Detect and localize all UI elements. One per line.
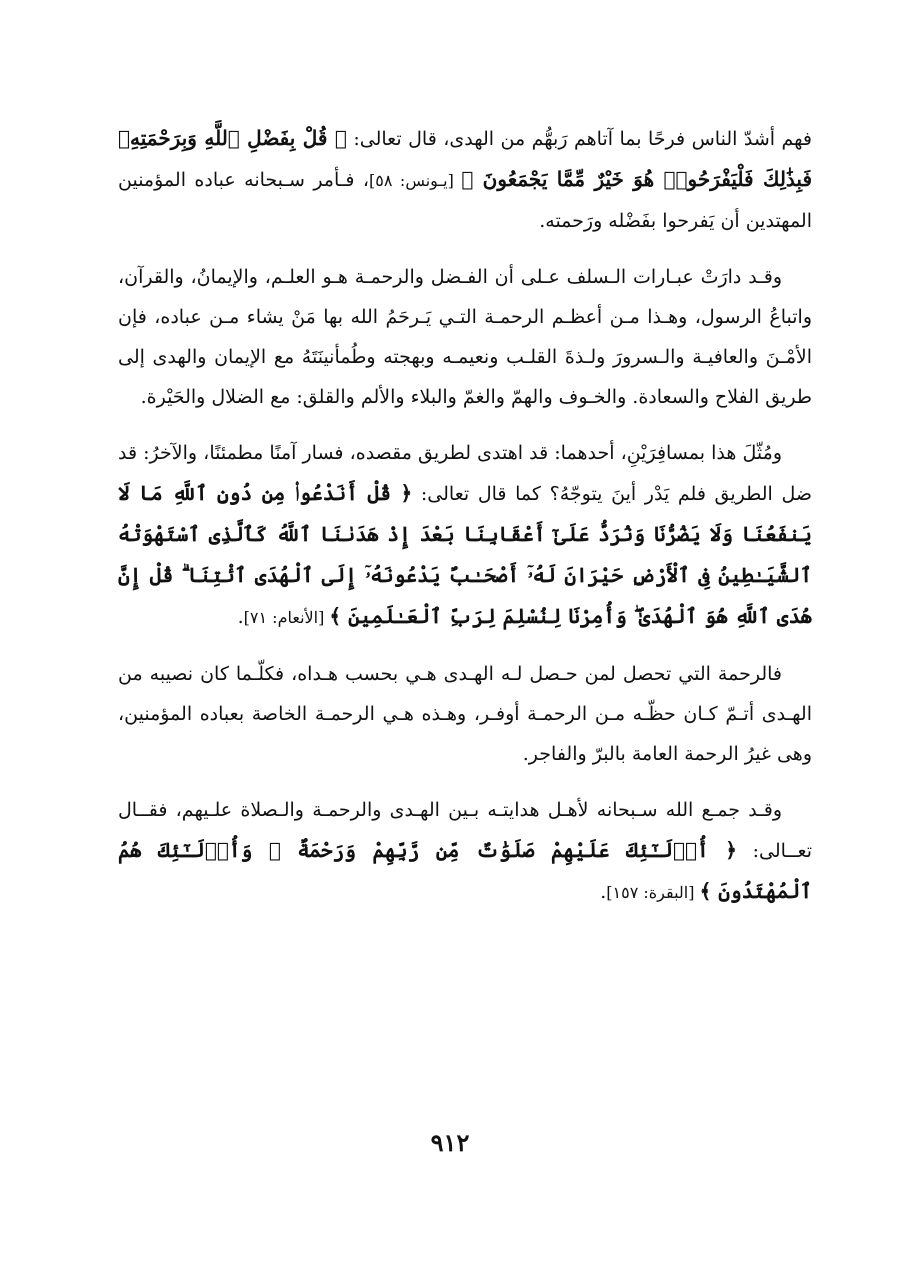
quran-verse-baqarah: ﴿ أُو۟لَـٰٓئِكَ عَلَيْهِمْ صَلَوَٰتٌ مِّن رَّبِّهِمْ وَرَحْمَةٌ ۖ وَأُو۟لَـٰٓئِكَ هُمُ ٱلْمُهْتَدُونَ ﴾ — [118, 838, 812, 903]
paragraph-5 — [118, 790, 812, 913]
paragraph-3 — [118, 433, 812, 638]
paragraph-1-text: فهم أشدّ الناس فرحًا بما آتاهم رَبهُّم من الهدى، قال تعالى: — [346, 128, 812, 150]
verse-reference: [الأنعام: ٧١] — [243, 608, 330, 627]
paragraph-5-text: وقـد جمـع الله سـبحانه لأهـل هدايتـه بـين الهـدى والرحمـة والـصلاة علـيهم، فقــال تعــالى: — [118, 799, 812, 862]
paragraph-5-continuation: . — [600, 881, 607, 903]
paragraph-3-text: ومُثّلَ هذا بمسافِرَيْنِ، أحدهما: قد اهتدى لطريق مقصده، فسار آمنًا مطمئنًا، والآخرُ: قد ضل الطريق فلم يَدْر أينَ يتوجّهُ؟ كما قال تعالى: — [118, 442, 812, 505]
paragraph-1-continuation: ، فـأمر سـبحانه عباده المؤمنين المهتدين أن يَفرحوا بفَضْله ورَحمته. — [118, 169, 812, 232]
page-body — [118, 118, 812, 929]
quran-verse-anam: ﴿ قُلْ أَنَدْعُوا۟ مِن دُونِ ٱللَّهِ مَا لَا يَنفَعُنَا وَلَا يَضُرُّنَا وَنُرَدُّ عَلَىٰٓ أَعْقَابِنَا بَعْدَ إِذْ هَدَىٰنَا ٱللَّهُ كَٱلَّذِى ٱسْتَهْوَتْهُ ٱلشَّيَـٰطِينُ فِى ٱلْأَرْضِ حَيْرَانَ لَهُۥٓ أَصْحَـٰبٌ يَدْعُونَهُۥٓ إِلَى ٱلْهُدَى ٱئْتِنَا ۗ قُلْ إِنَّ هُدَى ٱللَّهِ هُوَ ٱلْهُدَىٰ ۖ وَأُمِرْنَا لِنُسْلِمَ لِرَبِّ ٱلْعَـٰلَمِينَ ﴾ — [118, 481, 812, 628]
paragraph-4 — [118, 654, 812, 774]
paragraph-2 — [118, 257, 812, 417]
quran-verse-yunus: ﴿ قُلْ بِفَضْلِ ٱللَّهِ وَبِرَحْمَتِهِۦ فَبِذَٰلِكَ فَلْيَفْرَحُوا۟ هُوَ خَيْرٌ مِّمَّا يَجْمَعُونَ ﴾ — [118, 126, 813, 191]
paragraph-3-continuation: . — [237, 606, 244, 628]
page-number: ٩١٢ — [430, 1128, 470, 1157]
paragraph-4-text: فالرحمة التي تحصل لمن حـصل لـه الهـدى هـي بحسب هـداه، فكلّـما كان نصيبه من الهـدى أتـمّ كـان حظّـه مـن الرحمـة أوفـر، وهـذه هـي الرحمـة الخاصة بعباده المؤمنين، وهى غيرُ الرحمة العامة بالبرّ والفاجر. — [118, 663, 812, 765]
paragraph-2-text: وقـد دارَتْ عبـارات الـسلف عـلى أن الفـضل والرحمـة هـو العلـم، والإيمانُ، والقرآن، واتباعُ الرسول، وهـذا مـن أعظـم الرحمـة التـي يَـرحَمُ الله بها مَنْ يشاء مـن عباده، فإن الأمْـنَ والعافيـة والـسرورَ ولـذةَ القلـب ونعيمـه وبهجته وطُمأنينَتَهُ مع الإيمان والهدى إلى طريق الفلاح والسعادة. والخـوف والهمّ والغمّ والبلاء والألم والقلق: مع الضلال والحَيْرة. — [118, 266, 812, 408]
paragraph-1 — [118, 118, 812, 241]
verse-reference: [البقرة: ١٥٧] — [606, 883, 700, 902]
verse-reference: [يـونس: ٥٨] — [369, 171, 462, 190]
